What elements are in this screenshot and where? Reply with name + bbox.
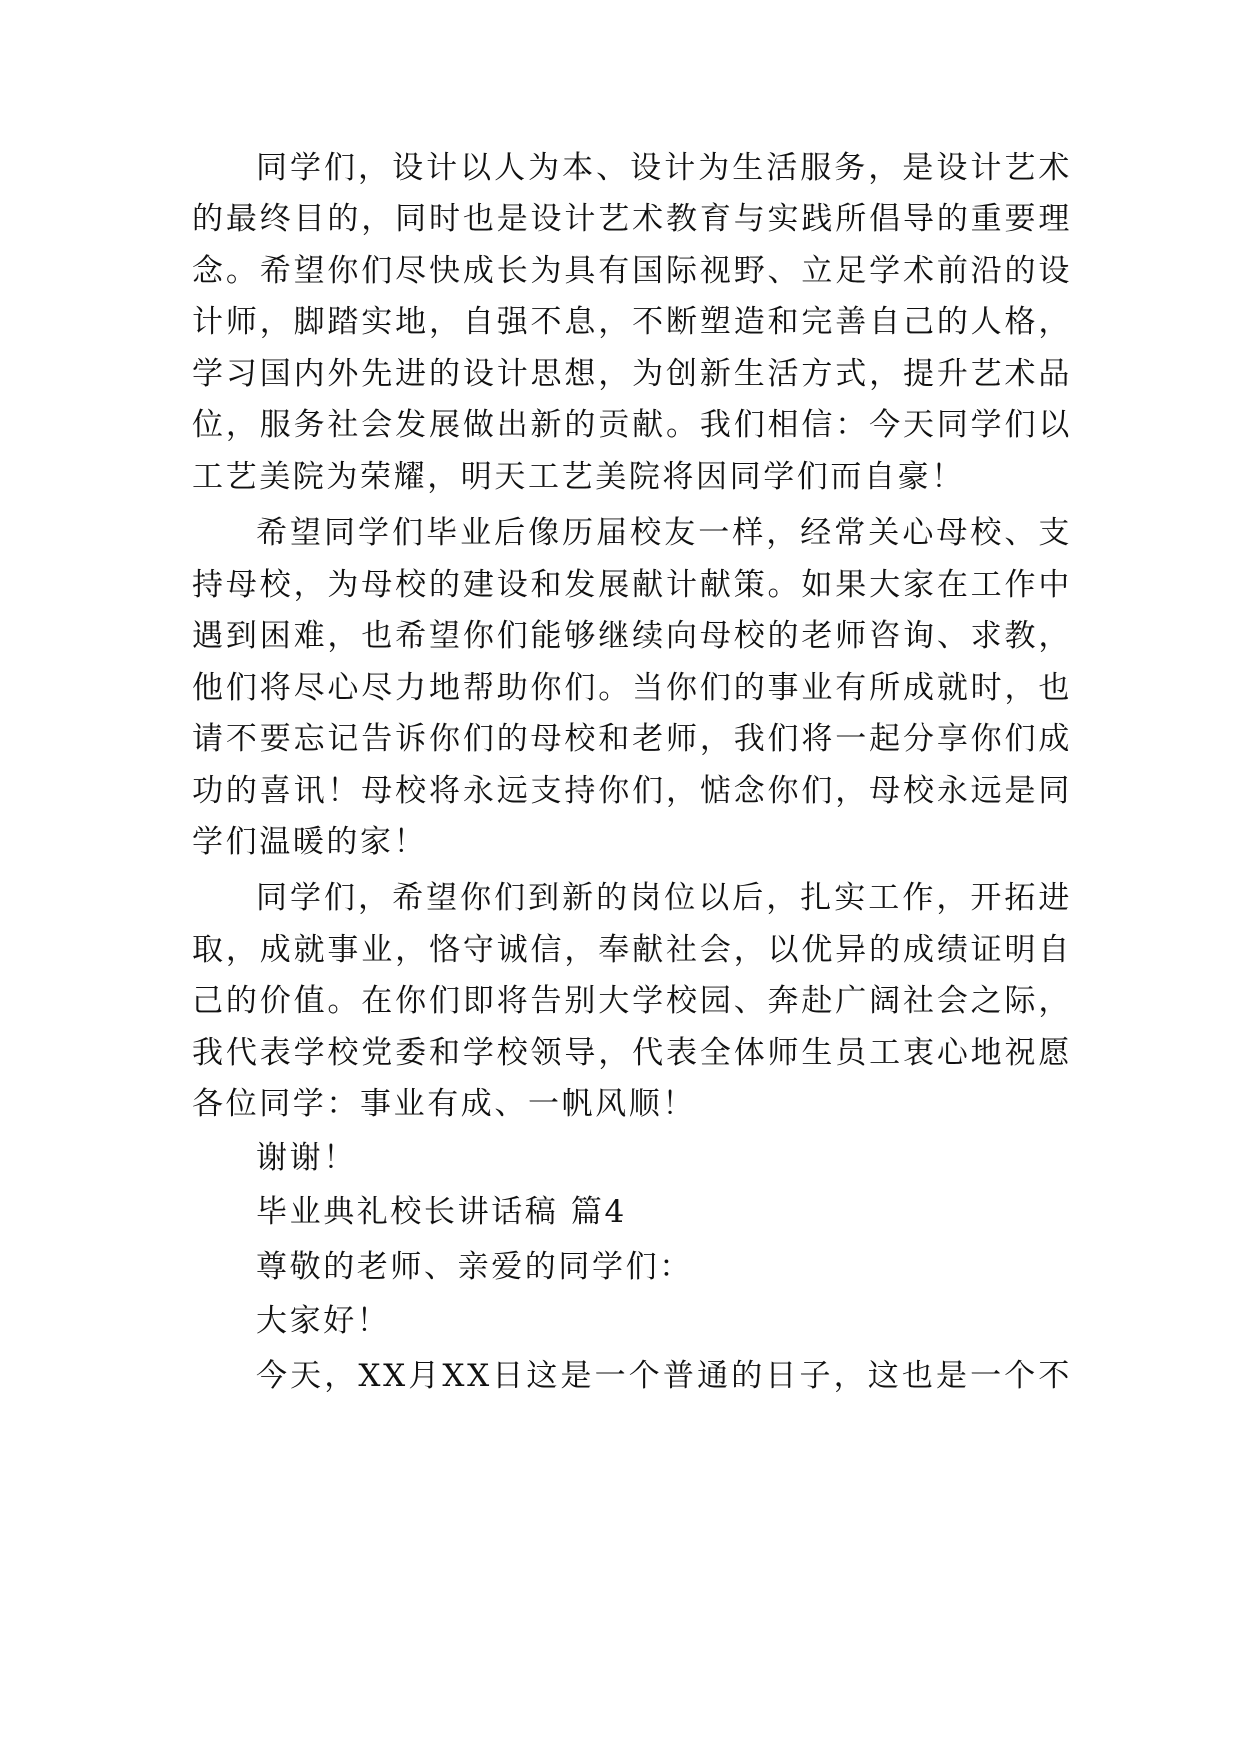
text-line-11: 他们将尽心尽力地帮助你们。当你们的事业有所成就时，也 bbox=[192, 670, 1072, 706]
text-line-1: 同学们，设计以人为本、设计为生活服务，是设计艺术 bbox=[256, 150, 1072, 186]
text-line-12: 请不要忘记告诉你们的母校和老师，我们将一起分享你们成 bbox=[192, 721, 1072, 757]
text-line-15: 同学们，希望你们到新的岗位以后，扎实工作，开拓进 bbox=[256, 880, 1072, 916]
greeting-line: 大家好！ bbox=[256, 1303, 391, 1339]
text-line-3: 念。希望你们尽快成长为具有国际视野、立足学术前沿的设 bbox=[192, 253, 1072, 289]
text-line-14: 学们温暖的家！ bbox=[192, 824, 428, 860]
text-line-17: 己的价值。在你们即将告别大学校园、奔赴广阔社会之际， bbox=[192, 983, 1072, 1019]
text-line-4: 计师，脚踏实地，自强不息，不断塑造和完善自己的人格， bbox=[192, 304, 1072, 340]
salutation-line: 尊敬的老师、亲爱的同学们： bbox=[256, 1249, 693, 1285]
text-line-18: 我代表学校党委和学校领导，代表全体师生员工衷心地祝愿 bbox=[192, 1035, 1072, 1071]
section-heading: 毕业典礼校长讲话稿 篇4 bbox=[256, 1194, 627, 1230]
text-line-24: 今天，XX月XX日这是一个普通的日子，这也是一个不 bbox=[256, 1358, 1072, 1394]
text-line-20: 谢谢！ bbox=[256, 1140, 357, 1176]
text-line-5: 学习国内外先进的设计思想，为创新生活方式，提升艺术品 bbox=[192, 356, 1072, 392]
text-line-6: 位，服务社会发展做出新的贡献。我们相信：今天同学们以 bbox=[192, 407, 1072, 443]
text-line-9: 持母校，为母校的建设和发展献计献策。如果大家在工作中 bbox=[192, 567, 1072, 603]
text-line-13: 功的喜讯！母校将永远支持你们，惦念你们，母校永远是同 bbox=[192, 773, 1072, 809]
text-line-8: 希望同学们毕业后像历届校友一样，经常关心母校、支 bbox=[256, 515, 1072, 551]
text-line-7: 工艺美院为荣耀，明天工艺美院将因同学们而自豪！ bbox=[192, 459, 965, 495]
text-line-10: 遇到困难，也希望你们能够继续向母校的老师咨询、求教， bbox=[192, 618, 1072, 654]
text-line-19: 各位同学：事业有成、一帆风顺！ bbox=[192, 1086, 696, 1122]
text-line-16: 取，成就事业，恪守诚信，奉献社会，以优异的成绩证明自 bbox=[192, 932, 1072, 968]
text-line-2: 的最终目的，同时也是设计艺术教育与实践所倡导的重要理 bbox=[192, 201, 1072, 237]
